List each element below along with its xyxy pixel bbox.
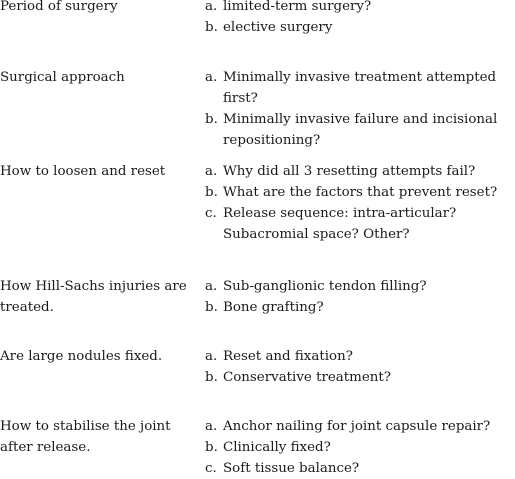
option-text: Release sequence: intra-articular? Subacromial space? Other? <box>223 206 457 242</box>
list-item <box>205 276 513 297</box>
option-text: What are the factors that prevent reset? <box>223 185 498 200</box>
row-topic: How to stabilise the joint after release. <box>0 419 171 455</box>
list-item <box>205 182 513 203</box>
option-list <box>205 0 513 38</box>
option-text: Minimally invasive failure and incisional repositioning? <box>223 112 498 148</box>
list-item <box>205 367 513 388</box>
option-marker: a. <box>205 0 218 14</box>
list-item <box>205 297 513 318</box>
option-marker: b. <box>205 440 218 455</box>
option-marker: b. <box>205 300 218 315</box>
list-item <box>205 67 513 109</box>
option-marker: a. <box>205 279 218 294</box>
option-text: limited-term surgery? <box>223 0 372 14</box>
option-text: Reset and fixation? <box>223 349 353 364</box>
option-text: Clinically fixed? <box>223 440 331 455</box>
option-text: Conservative treatment? <box>223 370 391 385</box>
option-text: Bone grafting? <box>223 300 324 315</box>
row-topic: Period of surgery <box>0 0 118 14</box>
option-marker: b. <box>205 185 218 200</box>
row-topic: How to loosen and reset <box>0 164 166 179</box>
option-marker: b. <box>205 370 218 385</box>
option-list <box>205 67 513 151</box>
option-marker: a. <box>205 349 218 364</box>
option-text: elective surgery <box>223 20 333 35</box>
option-list <box>205 161 513 245</box>
list-item <box>205 416 513 437</box>
option-marker: b. <box>205 20 218 35</box>
list-item <box>205 0 513 17</box>
option-marker: b. <box>205 112 218 127</box>
list-item <box>205 161 513 182</box>
list-item <box>205 437 513 458</box>
list-item <box>205 109 513 151</box>
option-marker: c. <box>205 461 217 476</box>
option-marker: a. <box>205 419 218 434</box>
option-list <box>205 276 513 318</box>
row-topic: How Hill-Sachs injuries are treated. <box>0 279 187 315</box>
row-topic: Are large nodules fixed. <box>0 349 163 364</box>
option-text: Why did all 3 resetting attempts fail? <box>223 164 476 179</box>
list-item <box>205 458 513 479</box>
option-text: Sub-ganglionic tendon filling? <box>223 279 427 294</box>
list-item <box>205 346 513 367</box>
option-marker: a. <box>205 70 218 85</box>
option-marker: a. <box>205 164 218 179</box>
option-text: Anchor nailing for joint capsule repair? <box>223 419 491 434</box>
option-marker: c. <box>205 206 217 221</box>
row-topic: Surgical approach <box>0 70 125 85</box>
option-list <box>205 416 513 479</box>
option-list <box>205 346 513 388</box>
option-text: Minimally invasive treatment attempted first? <box>223 70 497 106</box>
list-item <box>205 17 513 38</box>
option-text: Soft tissue balance? <box>223 461 360 476</box>
list-item <box>205 203 513 245</box>
